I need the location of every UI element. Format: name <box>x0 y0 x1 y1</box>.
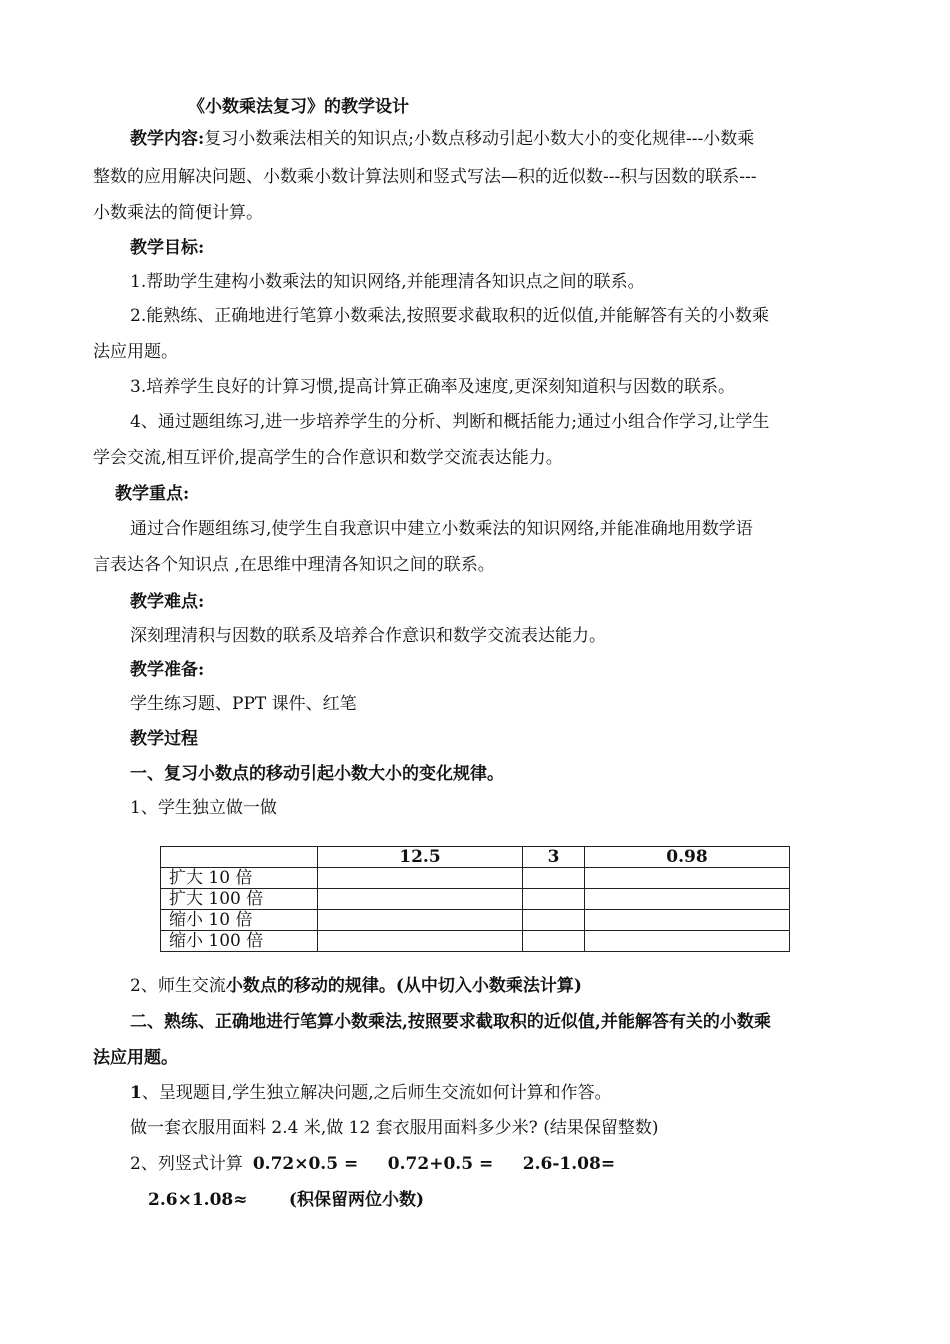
table-row <box>161 910 790 931</box>
goal-2-line-1: 2.能熟练、正确地进行笔算小数乘法,按照要求截取积的近似值,并能解答有关的小数乘 <box>130 306 770 326</box>
content-label: 教学内容: <box>130 129 205 149</box>
section-1-item-2 <box>130 975 582 997</box>
section-2-item-1-number: 1 <box>130 1083 142 1103</box>
table-header-cell <box>161 847 318 868</box>
section-2-item-2-expressions: 0.72×0.5 = 0.72+0.5 = 2.6-1.08= <box>252 1154 616 1174</box>
table-cell: 缩小 10 倍 <box>161 910 318 931</box>
table-header-cell: 12.5 <box>318 847 523 868</box>
section-2-item-1 <box>130 1082 612 1104</box>
table-cell <box>318 868 523 889</box>
table-cell: 扩大 100 倍 <box>161 889 318 910</box>
table-cell <box>318 889 523 910</box>
content-line-1 <box>130 128 754 150</box>
content-line-2: 整数的应用解决问题、小数乘小数计算法则和竖式写法—积的近似数---积与因数的联系--- <box>93 167 757 187</box>
process-heading: 教学过程 <box>130 729 198 749</box>
keypoint-line-1: 通过合作题组练习,使学生自我意识中建立小数乘法的知识网络,并能准确地用数学语 <box>130 519 753 539</box>
table-cell <box>522 910 584 931</box>
prep-heading: 教学准备: <box>130 660 205 680</box>
section-2-heading-line-1: 二、熟练、正确地进行笔算小数乘法,按照要求截取积的近似值,并能解答有关的小数乘 <box>130 1012 771 1032</box>
table-header-cell: 0.98 <box>585 847 790 868</box>
prep-text: 学生练习题、PPT 课件、红笔 <box>130 694 357 714</box>
table-cell <box>522 889 584 910</box>
section-1-item-2-bold: 小数点的移动的规律。(从中切入小数乘法计算) <box>225 976 582 996</box>
table-cell <box>318 910 523 931</box>
section-2-item-2-line-2: 2.6×1.08≈ (积保留两位小数) <box>148 1190 424 1210</box>
section-1-item-1: 1、学生独立做一做 <box>130 798 277 818</box>
difficulty-text: 深刻理清积与因数的联系及培养合作意识和数学交流表达能力。 <box>130 626 606 646</box>
table-cell: 缩小 100 倍 <box>161 931 318 952</box>
table-cell <box>522 931 584 952</box>
section-2-item-2 <box>130 1153 615 1175</box>
table-row <box>161 868 790 889</box>
table-row <box>161 889 790 910</box>
table-row <box>161 931 790 952</box>
table-cell <box>522 868 584 889</box>
table-cell <box>318 931 523 952</box>
goal-2-line-2: 法应用题。 <box>93 342 178 362</box>
goals-heading: 教学目标: <box>130 238 205 258</box>
difficulty-heading: 教学难点: <box>130 592 205 612</box>
section-2-item-2-plain: 2、列竖式计算 <box>130 1154 243 1174</box>
table-cell: 扩大 10 倍 <box>161 868 318 889</box>
section-2-problem: 做一套衣服用面料 2.4 米,做 12 套衣服用面料多少米? (结果保留整数) <box>130 1118 659 1138</box>
keypoint-heading: 教学重点: <box>115 484 190 504</box>
content-line-3: 小数乘法的简便计算。 <box>93 203 263 223</box>
section-2-heading-line-2: 法应用题。 <box>93 1048 178 1068</box>
decimal-shift-table <box>160 846 790 952</box>
document-title: 《小数乘法复习》的教学设计 <box>188 97 409 117</box>
goal-1: 1.帮助学生建构小数乘法的知识网络,并能理清各知识点之间的联系。 <box>130 272 645 292</box>
goal-4-line-2: 学会交流,相互评价,提高学生的合作意识和数学交流表达能力。 <box>93 448 563 468</box>
goal-4-line-1: 4、通过题组练习,进一步培养学生的分析、判断和概括能力;通过小组合作学习,让学生 <box>130 412 770 432</box>
table-cell <box>585 910 790 931</box>
goal-3: 3.培养学生良好的计算习惯,提高计算正确率及速度,更深刻知道积与因数的联系。 <box>130 377 736 397</box>
content-text-1: 复习小数乘法相关的知识点;小数点移动引起小数大小的变化规律---小数乘 <box>204 129 755 149</box>
keypoint-line-2: 言表达各个知识点 ,在思维中理清各知识之间的联系。 <box>93 555 495 575</box>
table-header-row <box>161 847 790 868</box>
table-cell <box>585 931 790 952</box>
table-cell <box>585 868 790 889</box>
table-cell <box>585 889 790 910</box>
section-1-heading: 一、复习小数点的移动引起小数大小的变化规律。 <box>130 764 504 784</box>
section-1-item-2-plain: 2、师生交流 <box>130 976 226 996</box>
section-2-item-1-text: 、呈现题目,学生独立解决问题,之后师生交流如何计算和作答。 <box>141 1083 612 1103</box>
table-header-cell: 3 <box>522 847 584 868</box>
